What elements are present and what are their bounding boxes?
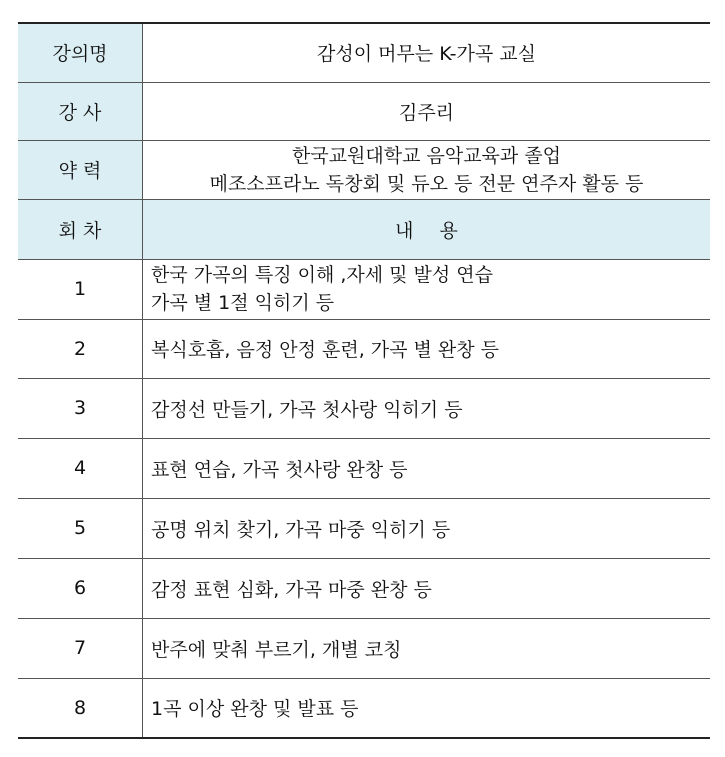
session-content: 공명 위치 찾기, 가곡 마중 익히기 등 [143, 498, 711, 558]
course-name-row [18, 23, 710, 82]
session-content: 감정 표현 심화, 가곡 마중 완창 등 [143, 558, 711, 618]
career-line: 메조소프라노 독창회 및 듀오 등 전문 연주자 활동 등 [209, 172, 644, 195]
session-row [18, 558, 710, 618]
session-header-label: 회 차 [18, 199, 143, 259]
course-name-label: 강의명 [18, 23, 143, 82]
session-row [18, 259, 710, 319]
session-row [18, 678, 710, 738]
session-number: 4 [18, 438, 143, 498]
session-row [18, 498, 710, 558]
session-number: 2 [18, 319, 143, 378]
career-line: 한국교원대학교 음악교육과 졸업 [291, 144, 562, 167]
career-row [18, 140, 710, 199]
session-content: 감정선 만들기, 가곡 첫사랑 익히기 등 [143, 378, 711, 438]
session-content: 복식호흡, 음정 안정 훈련, 가곡 별 완창 등 [143, 319, 711, 378]
content-header-label [143, 199, 711, 259]
session-number: 1 [18, 259, 143, 319]
instructor-value: 김주리 [143, 82, 711, 140]
session-header-row [18, 199, 710, 259]
career-value [143, 140, 711, 199]
session-content [143, 259, 711, 319]
session-content: 표현 연습, 가곡 첫사랑 완창 등 [143, 438, 711, 498]
instructor-label: 강 사 [18, 82, 143, 140]
session-number: 6 [18, 558, 143, 618]
session-number: 5 [18, 498, 143, 558]
session-number: 7 [18, 618, 143, 678]
session-row [18, 319, 710, 378]
content-header-text: 내 용 [395, 219, 468, 242]
session-number: 8 [18, 678, 143, 738]
session-row [18, 378, 710, 438]
course-name-value: 감성이 머무는 K-가곡 교실 [143, 23, 711, 82]
instructor-row [18, 82, 710, 140]
course-info-table [18, 22, 710, 739]
session-content: 1곡 이상 완창 및 발표 등 [143, 678, 711, 738]
session-content-line: 가곡 별 1절 익히기 등 [151, 292, 335, 314]
session-content-line: 한국 가곡의 특징 이해 ,자세 및 발성 연습 [151, 264, 493, 286]
session-row [18, 438, 710, 498]
session-row [18, 618, 710, 678]
career-label: 약 력 [18, 140, 143, 199]
session-content: 반주에 맞춰 부르기, 개별 코칭 [143, 618, 711, 678]
session-number: 3 [18, 378, 143, 438]
